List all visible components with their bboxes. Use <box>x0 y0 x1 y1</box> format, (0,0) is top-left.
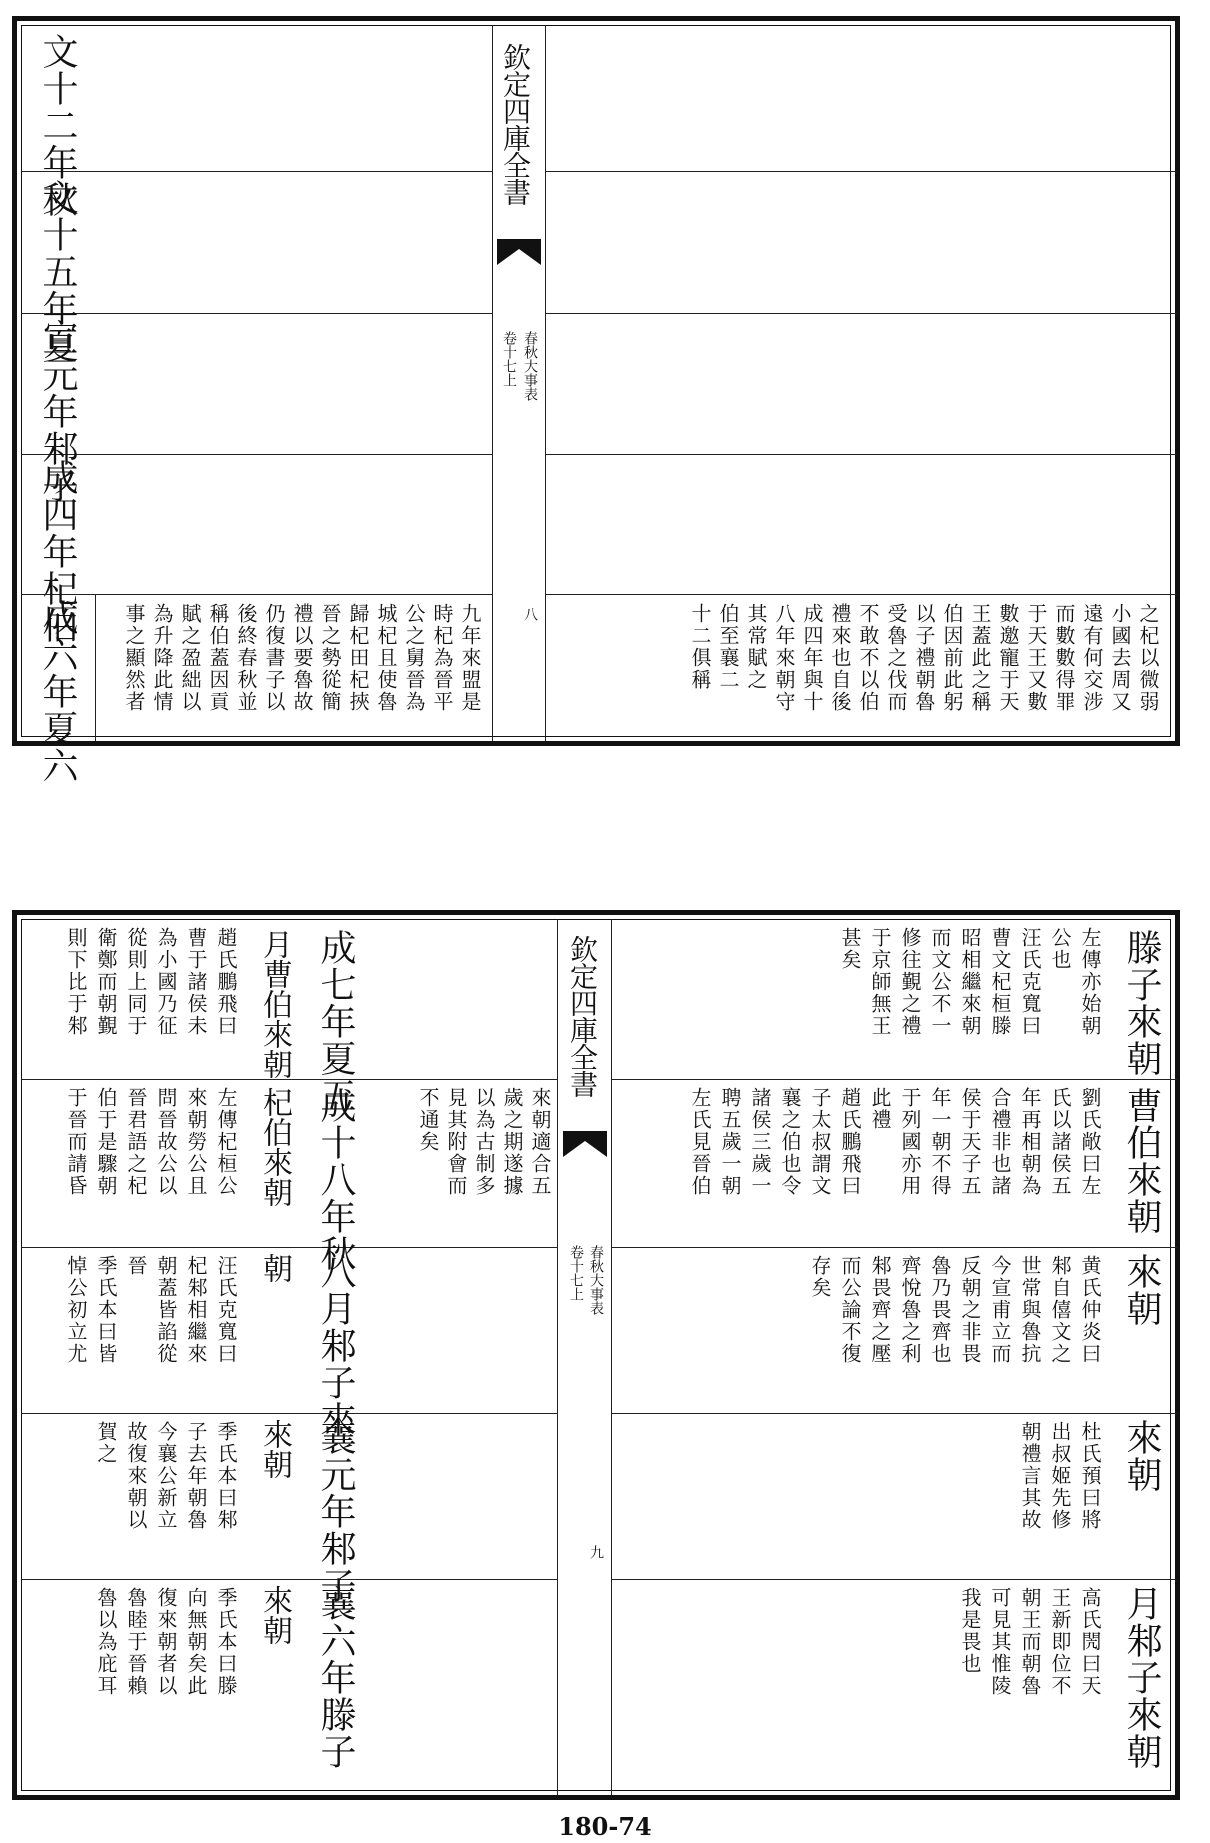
bottom-right-header-5: 月邾子來朝 <box>1121 1585 1162 1770</box>
bottom-center-title: 欽定四庫全書 <box>566 935 599 1097</box>
top-left-header-3: 宣元年邾子 <box>37 319 78 504</box>
bottom-left-sub-3: 朝 <box>257 1253 292 1283</box>
top-left-header-1: 文十二年秋 <box>37 33 78 218</box>
bottom-right-header-3: 來朝 <box>1121 1253 1162 1327</box>
bottom-left-header-5: 襄六年滕子 <box>315 1585 356 1770</box>
bottom-left-header-1: 成七年夏五 <box>315 929 356 1114</box>
top-spine-page: 八 <box>522 607 538 621</box>
top-page-frame: 欽定四庫全書 春秋大事表 卷十七上 八 文十二年秋 文十五年夏 宣元年邾子 成四年杞伯 成六年夏六 九年來盟是 時杞為晉平 公之舅晉為 城杞且使魯 歸杞田杞挾 晉之勢從簡 禮以要魯故 仍復書子以 後終春秋並 稱伯蓋因貢 賦之盈絀以 為升降此情 事之顯然者 之杞以微弱 小國去周又 遠有何交涉 而數數得罪 于天王又數 數邀寵于天 王蓋此之稱 伯因前此躬 以子禮朝魯 受魯之伐而 不敢不以伯 禮來也自後 成四年與十 八年來朝守 其常賦之 伯至襄二 十二俱稱 <box>12 16 1180 746</box>
top-center-title: 欽定四庫全書 <box>499 43 532 205</box>
bottom-page-frame: 欽定四庫全書 春秋大事表 卷十七上 九 成七年夏五 成十八年秋 八月邾子來 襄元年邾子 襄六年滕子 月曹伯來朝 杞伯來朝 朝 來朝 來朝 趙氏鵬飛曰 曹于諸侯未 為小國乃征 從則上同于 衛鄭而朝覲 則下比于邾 左傳杞桓公 來朝勞公且 問晉故公以 晉君語之杞 伯于是驟朝 于晉而請昏 來朝適合五 歲之期遂據 以為古制多 見其附會而 不通矣 汪氏克寬曰 杞邾相繼來 朝蓋皆諂從 晉 季氏本曰皆 悼公初立尤 季氏本曰邾 子去年朝魯 今襄公新立 故復來朝以 賀之 季氏本曰滕 向無朝矣此 復來朝者以 魯睦于晉賴 魯以為庇耳 滕子來朝 曹伯來朝 來朝 來朝 月邾子來朝 左傳亦始朝 公也 汪氏克寬曰 曹文杞桓滕 昭相繼來朝 而文公不一 修往覲之禮 于京師無王 甚矣 劉氏敞曰左 氏以諸侯五 年再相朝為 合禮非也諸 侯于天子五 年一朝不得 于列國亦用 此禮 趙氏鵬飛曰 子太叔謂文 襄之伯也令 諸侯三歲一 聘五歲一朝 左氏見晉伯 黄氏仲炎曰 邾自僖文之 世常與魯抗 今宣甫立而 反朝之非畏 魯乃畏齊也 齊悅魯之利 邾畏齊之壓 而公論不復 存矣 杜氏預曰將 出叔姬先修 朝禮言其故 高氏閌曰天 王新即位不 朝王而朝魯 可見其惟陵 我是畏也 <box>12 910 1180 1800</box>
bottom-left-header-2: 成十八年秋 <box>315 1087 356 1272</box>
top-left-header-2: 文十五年夏 <box>37 179 78 364</box>
bottom-left-header-3: 八月邾子來 <box>315 1253 356 1438</box>
bottom-left-sub-1: 月曹伯來朝 <box>257 929 292 1079</box>
bottom-spine-title: 春秋大事表 <box>588 1245 604 1315</box>
top-spine-volume: 卷十七上 <box>501 331 517 387</box>
bottom-right-header-2: 曹伯來朝 <box>1121 1087 1162 1235</box>
bottom-left-sub-2: 杞伯來朝 <box>257 1087 292 1207</box>
page-number-footer: 180-74 <box>558 1812 652 1841</box>
top-left-header-4: 成四年杞伯 <box>37 459 78 644</box>
bottom-left-sub-4: 來朝 <box>257 1419 292 1479</box>
top-left-header-5: 成六年夏六 <box>37 599 78 784</box>
bottom-fishtail-mark <box>563 1131 607 1161</box>
bottom-left-sub-5: 來朝 <box>257 1585 292 1645</box>
bottom-left-header-4: 襄元年邾子 <box>315 1419 356 1604</box>
bottom-right-header-4: 來朝 <box>1121 1419 1162 1493</box>
top-spine-title: 春秋大事表 <box>522 331 538 401</box>
bottom-spine-volume: 卷十七上 <box>568 1245 584 1301</box>
top-fishtail-mark <box>497 239 541 269</box>
bottom-spine-page: 九 <box>588 1545 604 1559</box>
bottom-right-header-1: 滕子來朝 <box>1121 929 1162 1077</box>
